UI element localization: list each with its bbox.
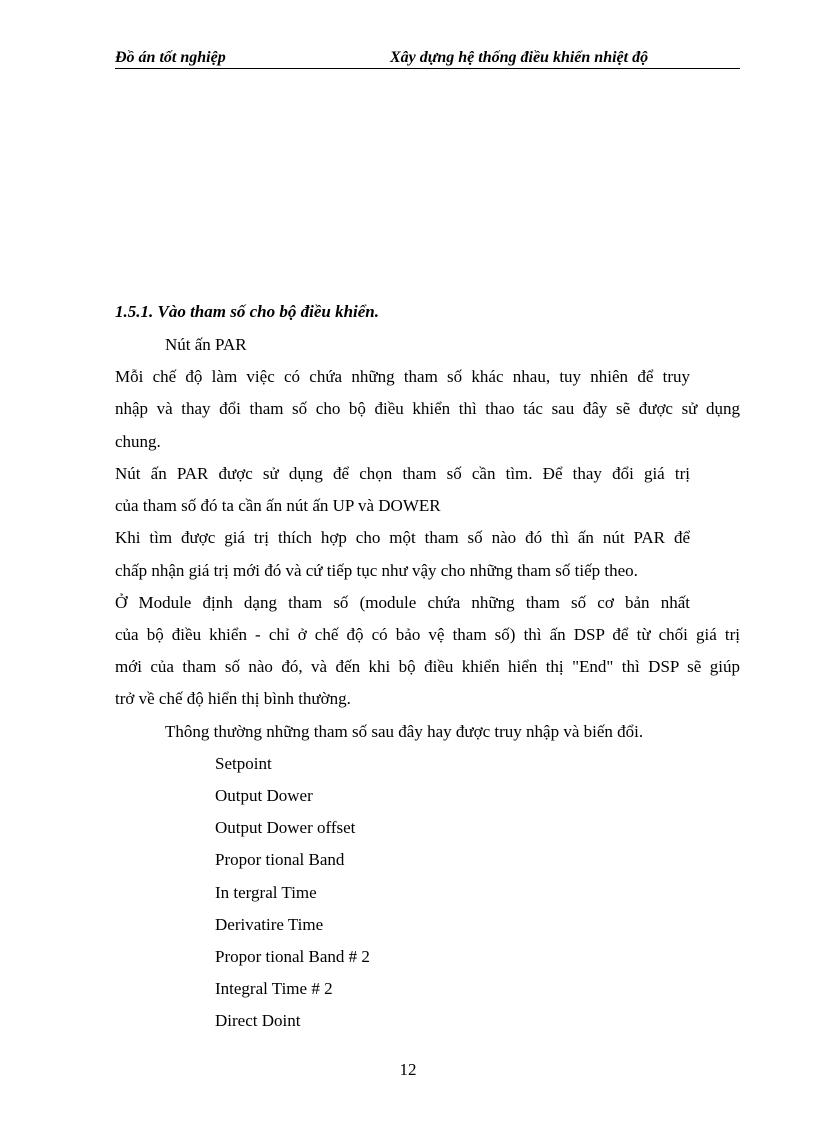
list-item: Derivatire Time (215, 915, 324, 934)
section-subheading: Nút ấn PAR (165, 335, 247, 354)
paragraph-line: chung. (115, 432, 161, 451)
section-heading: 1.5.1. Vào tham số cho bộ điều khiển. (115, 302, 380, 321)
list-item: Direct Doint (215, 1011, 301, 1030)
list-item: Output Dower (215, 786, 313, 805)
list-item: In tergral Time (215, 883, 317, 902)
header-left-text: Đồ án tốt nghiệp (115, 49, 226, 66)
paragraph-line: của bộ điều khiển - chỉ ở chế độ có bảo vệ tham số) thì ấn DSP để từ chối giá trị (115, 625, 740, 644)
list-item: Propor tional Band (215, 850, 345, 869)
paragraph-line: chấp nhận giá trị mới đó và cứ tiếp tục như vậy cho những tham số tiếp theo. (115, 561, 638, 580)
paragraph-line: nhập và thay đổi tham số cho bộ điều khiển thì thao tác sau đây sẽ được sử dụng (115, 399, 740, 418)
paragraph-line: trở về chế độ hiển thị bình thường. (115, 689, 351, 708)
list-item: Integral Time # 2 (215, 979, 333, 998)
paragraph-line: mới của tham số nào đó, và đến khi bộ điều khiển hiển thị "End" thì DSP sẽ giúp (115, 657, 740, 676)
paragraph-line: Thông thường những tham số sau đây hay được truy nhập và biến đổi. (165, 722, 644, 741)
list-item: Propor tional Band # 2 (215, 947, 370, 966)
paragraph-line: Mỗi chế độ làm việc có chứa những tham số khác nhau, tuy nhiên để truy (115, 367, 690, 386)
list-item: Setpoint (215, 754, 272, 773)
page-number: 12 (399, 1060, 417, 1079)
page-header (115, 48, 740, 69)
paragraph-line: của tham số đó ta cần ấn nút ấn UP và DOWER (115, 496, 441, 515)
paragraph-line: Ở Module định dạng tham số (module chứa những tham số cơ bản nhất (115, 593, 690, 612)
paragraph-line: Nút ấn PAR được sử dụng để chọn tham số cần tìm. Để thay đổi giá trị (115, 464, 690, 483)
list-item: Output Dower offset (215, 818, 356, 837)
header-right-text: Xây dựng hệ thống điều khiển nhiệt độ (390, 49, 649, 66)
paragraph-line: Khi tìm được giá trị thích hợp cho một tham số nào đó thì ấn nút PAR để (115, 528, 690, 547)
